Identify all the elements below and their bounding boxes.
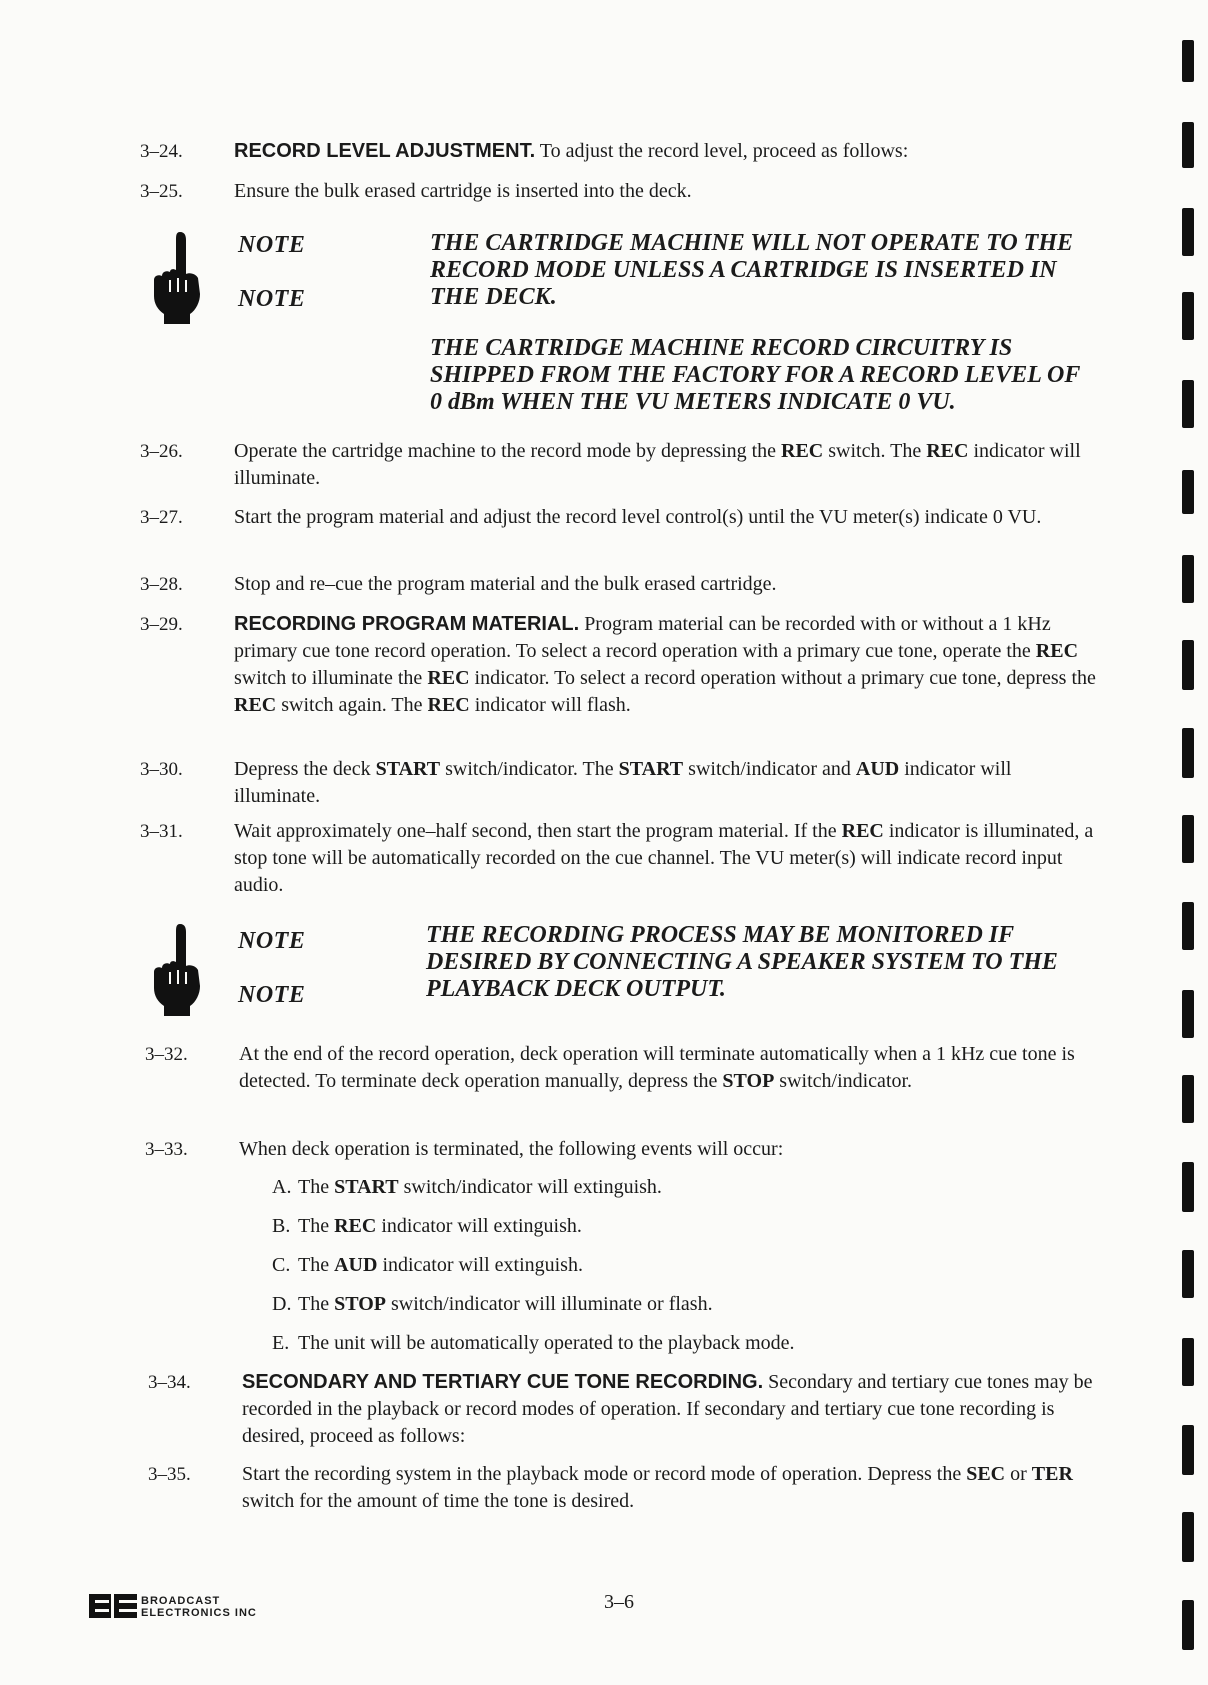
- paragraph-text: Stop and re–cue the program material and the bulk erased cartridge.: [234, 573, 777, 595]
- binding-mark: [1182, 1425, 1194, 1475]
- control-name: REC: [926, 440, 969, 462]
- paragraph-text: indicator will illuminate.: [234, 440, 1081, 489]
- paragraph-text: switch again. The: [276, 694, 428, 716]
- binding-mark: [1182, 40, 1194, 82]
- paragraph-3-31: [140, 818, 1100, 899]
- control-name: AUD: [855, 758, 900, 780]
- binding-mark: [1182, 640, 1194, 690]
- list-text: indicator will extinguish.: [377, 1254, 583, 1276]
- be-logo-icon: [89, 1594, 137, 1618]
- paragraph-number: 3–35.: [148, 1464, 191, 1485]
- paragraph-number: 3–31.: [140, 821, 183, 842]
- paragraph-text: Start the program material and adjust the record level control(s) until the VU meter(s) indicate 0 VU.: [234, 506, 1042, 528]
- control-name: REC: [781, 440, 824, 462]
- list-text: The: [298, 1254, 335, 1276]
- paragraph-text: Wait approximately one–half second, then start the program material. If the: [234, 820, 842, 842]
- list-text: The: [298, 1176, 335, 1198]
- list-text: The: [298, 1215, 335, 1237]
- paragraph-text: switch. The: [823, 440, 927, 462]
- pointing-hand-icon: [150, 230, 202, 326]
- list-item: [272, 1174, 662, 1201]
- paragraph-text: To adjust the record level, proceed as follows:: [535, 140, 909, 162]
- list-letter: A.: [272, 1176, 292, 1198]
- paragraph-text: Secondary and tertiary cue tones may be recorded in the playback or record modes of operation. If secondary and tertiary cue tone recording is desired, proceed as follows:: [242, 1371, 1093, 1447]
- list-letter: E.: [272, 1332, 290, 1354]
- list-letter: C.: [272, 1254, 291, 1276]
- paragraph-text: switch/indicator. The: [440, 758, 619, 780]
- paragraph-text: At the end of the record operation, deck operation will terminate automatically when a 1 kHz cue tone is detected. To terminate deck operation manually, depress the: [239, 1043, 1075, 1092]
- paragraph-3-32: [145, 1041, 1105, 1095]
- binding-mark: [1182, 1338, 1194, 1386]
- pointing-hand-icon: [150, 922, 202, 1018]
- paragraph-number: 3–33.: [145, 1139, 188, 1160]
- note-label: NOTE: [238, 928, 306, 954]
- note-block: [150, 230, 1100, 415]
- paragraph-text: Start the recording system in the playback mode or record mode of operation. Depress the: [242, 1463, 967, 1485]
- binding-mark: [1182, 1512, 1194, 1562]
- paragraph-number: 3–28.: [140, 574, 183, 595]
- binding-mark: [1182, 1250, 1194, 1298]
- list-text: indicator will extinguish.: [376, 1215, 582, 1237]
- paragraph-3-34: [148, 1369, 1108, 1450]
- company-logo: [89, 1592, 289, 1622]
- list-item: [272, 1213, 582, 1240]
- control-name: REC: [427, 694, 470, 716]
- binding-mark: [1182, 292, 1194, 340]
- binding-mark: [1182, 902, 1194, 950]
- list-text: The unit will be automatically operated to the playback mode.: [298, 1332, 795, 1354]
- paragraph-text: switch for the amount of time the tone is desired.: [242, 1490, 635, 1512]
- paragraph-3-26: [140, 438, 1100, 492]
- paragraph-text: Program material can be recorded with or without a 1 kHz primary cue tone record operation. To select a record operation with a primary cue tone, operate the: [234, 613, 1051, 662]
- logo-text: BROADCAST: [141, 1595, 221, 1607]
- paragraph-3-35: [148, 1461, 1108, 1515]
- paragraph-text: Operate the cartridge machine to the record mode by depressing the: [234, 440, 782, 462]
- list-item: [272, 1330, 795, 1357]
- paragraph-number: 3–29.: [140, 614, 183, 635]
- note-text: [430, 230, 1090, 440]
- paragraph-text: switch/indicator.: [774, 1070, 913, 1092]
- control-name: AUD: [334, 1254, 378, 1276]
- paragraph-number: 3–26.: [140, 441, 183, 462]
- paragraph-number: 3–25.: [140, 181, 183, 202]
- paragraph-text: indicator will flash.: [469, 694, 631, 716]
- control-name: REC: [841, 820, 884, 842]
- logo-text: ELECTRONICS INC: [141, 1607, 257, 1619]
- paragraph-text: or: [1005, 1463, 1032, 1485]
- control-name: STOP: [334, 1293, 386, 1315]
- paragraph-3-27: [140, 504, 1100, 531]
- paragraph-3-28: [140, 571, 1100, 598]
- note-warning: THE RECORDING PROCESS MAY BE MONITORED IF DESIRED BY CONNECTING A SPEAKER SYSTEM TO THE PLAYBACK DECK OUTPUT.: [426, 922, 1058, 1002]
- paragraph-text: Ensure the bulk erased cartridge is inserted into the deck.: [234, 180, 692, 202]
- paragraph-text: indicator will illuminate.: [234, 758, 1012, 807]
- paragraph-number: 3–32.: [145, 1044, 188, 1065]
- note-label: NOTE: [238, 232, 306, 258]
- paragraph-text: switch/indicator and: [683, 758, 856, 780]
- control-name: START: [375, 758, 441, 780]
- paragraph-text: indicator is illuminated, a stop tone will be automatically recorded on the cue channel. The VU meter(s) will indicate record input audio.: [234, 820, 1094, 896]
- control-name: REC: [427, 667, 470, 689]
- list-text: The: [298, 1293, 335, 1315]
- binding-mark: [1182, 555, 1194, 603]
- binding-mark: [1182, 990, 1194, 1038]
- binding-mark: [1182, 208, 1194, 256]
- paragraph-text: Depress the deck: [234, 758, 376, 780]
- paragraph-3-29: [140, 611, 1100, 719]
- binding-mark: [1182, 380, 1194, 428]
- paragraph-number: 3–24.: [140, 141, 183, 162]
- paragraph-number: 3–34.: [148, 1372, 191, 1393]
- paragraph-text: indicator. To select a record operation without a primary cue tone, depress the: [469, 667, 1096, 689]
- section-heading: RECORD LEVEL ADJUSTMENT.: [234, 140, 536, 162]
- note-warning: THE CARTRIDGE MACHINE RECORD CIRCUITRY IS SHIPPED FROM THE FACTORY FOR A RECORD LEVEL OF 0 dBm WHEN THE VU METERS INDICATE 0 VU.: [430, 335, 1080, 415]
- list-item: [272, 1291, 713, 1318]
- list-item: [272, 1252, 583, 1279]
- list-letter: B.: [272, 1215, 291, 1237]
- section-heading: RECORDING PROGRAM MATERIAL.: [234, 613, 580, 635]
- paragraph-3-24: [140, 138, 1100, 165]
- page-number: 3–6: [604, 1591, 634, 1613]
- binding-mark: [1182, 728, 1194, 778]
- binding-mark: [1182, 122, 1194, 168]
- paragraph-3-30: [140, 756, 1100, 810]
- control-name: SEC: [966, 1463, 1006, 1485]
- note-text: [426, 922, 1086, 1027]
- control-name: REC: [334, 1215, 377, 1237]
- paragraph-3-33: [145, 1136, 1105, 1163]
- section-heading: SECONDARY AND TERTIARY CUE TONE RECORDING.: [242, 1371, 764, 1393]
- note-label: NOTE: [238, 982, 306, 1008]
- control-name: TER: [1031, 1463, 1073, 1485]
- control-name: REC: [234, 694, 277, 716]
- note-label: NOTE: [238, 286, 306, 312]
- list-text: switch/indicator will extinguish.: [398, 1176, 662, 1198]
- paragraph-number: 3–27.: [140, 507, 183, 528]
- binding-mark: [1182, 1075, 1194, 1123]
- control-name: REC: [1035, 640, 1079, 662]
- list-text: switch/indicator will illuminate or flash.: [385, 1293, 713, 1315]
- control-name: START: [618, 758, 684, 780]
- binding-mark: [1182, 1600, 1194, 1650]
- control-name: STOP: [722, 1070, 775, 1092]
- paragraph-number: 3–30.: [140, 759, 183, 780]
- paragraph-3-25: [140, 178, 1100, 205]
- control-name: START: [334, 1176, 399, 1198]
- binding-mark: [1182, 1162, 1194, 1212]
- paragraph-text: switch to illuminate the: [234, 667, 428, 689]
- note-block: [150, 922, 1100, 1032]
- binding-mark: [1182, 815, 1194, 863]
- paragraph-text: When deck operation is terminated, the following events will occur:: [239, 1138, 784, 1160]
- binding-mark: [1182, 470, 1194, 514]
- note-warning: THE CARTRIDGE MACHINE WILL NOT OPERATE TO THE RECORD MODE UNLESS A CARTRIDGE IS INSERTED IN THE DECK.: [430, 230, 1073, 310]
- list-letter: D.: [272, 1293, 292, 1315]
